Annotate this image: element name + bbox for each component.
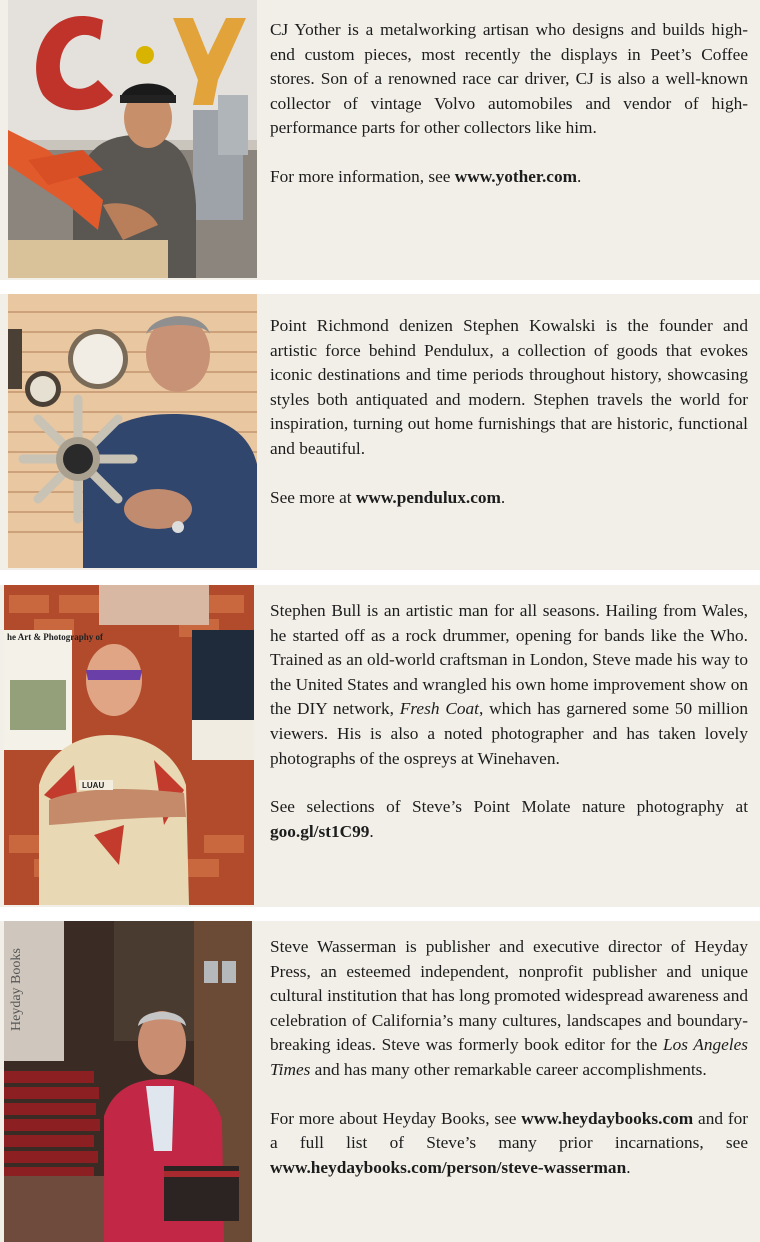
profile-panel-steve-wasserman xyxy=(0,921,760,1242)
profile-panel-stephen-kowalski xyxy=(0,294,760,570)
link-end: . xyxy=(626,1157,631,1177)
profile-text-cj-yother xyxy=(270,18,748,190)
profile-text-stephen-kowalski xyxy=(270,314,748,510)
link-intro: For more about Heyday Books, see xyxy=(270,1108,522,1128)
photo-cj-yother xyxy=(8,0,257,278)
photo-stephen-kowalski xyxy=(8,294,257,568)
publication-title: Los Angeles Times xyxy=(270,1035,748,1079)
link-mid: and for a full list of Steve’s many prior incarnations, see xyxy=(270,1108,748,1153)
profile-bio xyxy=(270,314,748,462)
poster-title: he Art & Photography of xyxy=(7,632,103,642)
bio-text-cont: and has many other remarkable career accomplishments. xyxy=(310,1059,707,1079)
bio-text-cont: , which has garnered some 50 million viewers. His is also a noted photographer and has taken lovely photographs of the ospreys at Winehaven. xyxy=(270,699,748,768)
photo-steve-wasserman xyxy=(4,921,252,1242)
link-intro: See selections of Steve’s Point Molate nature photography at xyxy=(270,797,748,817)
show-title: Fresh Coat xyxy=(399,699,479,719)
banner-text: Heyday Books xyxy=(9,948,24,1031)
photo-stephen-bull xyxy=(4,585,254,905)
profile-bio xyxy=(270,18,748,141)
profile-link-line xyxy=(270,795,748,844)
profile-panel-cj-yother xyxy=(0,0,760,280)
profile-text-steve-wasserman xyxy=(270,935,748,1180)
link-end: . xyxy=(369,821,374,841)
link-end: . xyxy=(500,487,506,507)
link-end: . xyxy=(577,166,582,186)
profile-link-line xyxy=(270,1107,748,1181)
bio-text: Point Richmond denizen Stephen Kowalski is the founder and artistic force behind Pendulux, a collection of goods that evokes iconic destinations and time periods throughout history, showcasing styles both antiquated and modern. Stephen travels the world for inspiration, turning out home furnishings that are historic, functional and beautiful. xyxy=(270,316,748,458)
profile-bio xyxy=(270,599,748,771)
bio-text: Steve Wasserman is publisher and executive director of Heyday Press, an esteemed independent, nonprofit publisher and unique cultural institution that has long promoted widespread awareness and celebration of California’s many cultures, landscapes and boundary-breaking ideas. Steve was formerly book editor for the xyxy=(270,937,748,1055)
website-link-pendulux[interactable]: www.pendulux.com xyxy=(355,487,501,507)
link-intro: See more at xyxy=(270,487,356,507)
profile-bio xyxy=(270,935,748,1083)
website-link-heyday[interactable]: www.heydaybooks.com xyxy=(521,1108,694,1128)
bio-text: CJ Yother is a metalworking artisan who designs and builds high-end custom pieces, most recently the displays in Peet’s Coffee stores. Son of a renowned race car driver, CJ is also a well-known collector of vintage Volvo automobiles and vendor of high-performance parts for other collectors like him. xyxy=(270,20,748,138)
shirt-print: LUAU xyxy=(82,781,105,790)
link-intro: For more information, see xyxy=(270,166,455,186)
website-link-goo-gl[interactable]: goo.gl/st1C99 xyxy=(270,821,370,841)
bio-text: Stephen Bull is an artistic man for all seasons. Hailing from Wales, he started off as a rock drummer, opening for bands like the Who. Trained as an old-world craftsman in London, Steve made his way to the United States and wrangled his own home improvement show on the DIY network, xyxy=(270,601,748,719)
website-link-heyday-person[interactable]: www.heydaybooks.com/person/steve-wasserman xyxy=(270,1157,627,1177)
website-link-yother[interactable]: www.yother.com xyxy=(454,166,578,186)
profile-link-line xyxy=(270,486,748,511)
profile-text-stephen-bull xyxy=(270,599,748,844)
profile-link-line xyxy=(270,165,748,190)
profile-panel-stephen-bull xyxy=(0,585,760,907)
